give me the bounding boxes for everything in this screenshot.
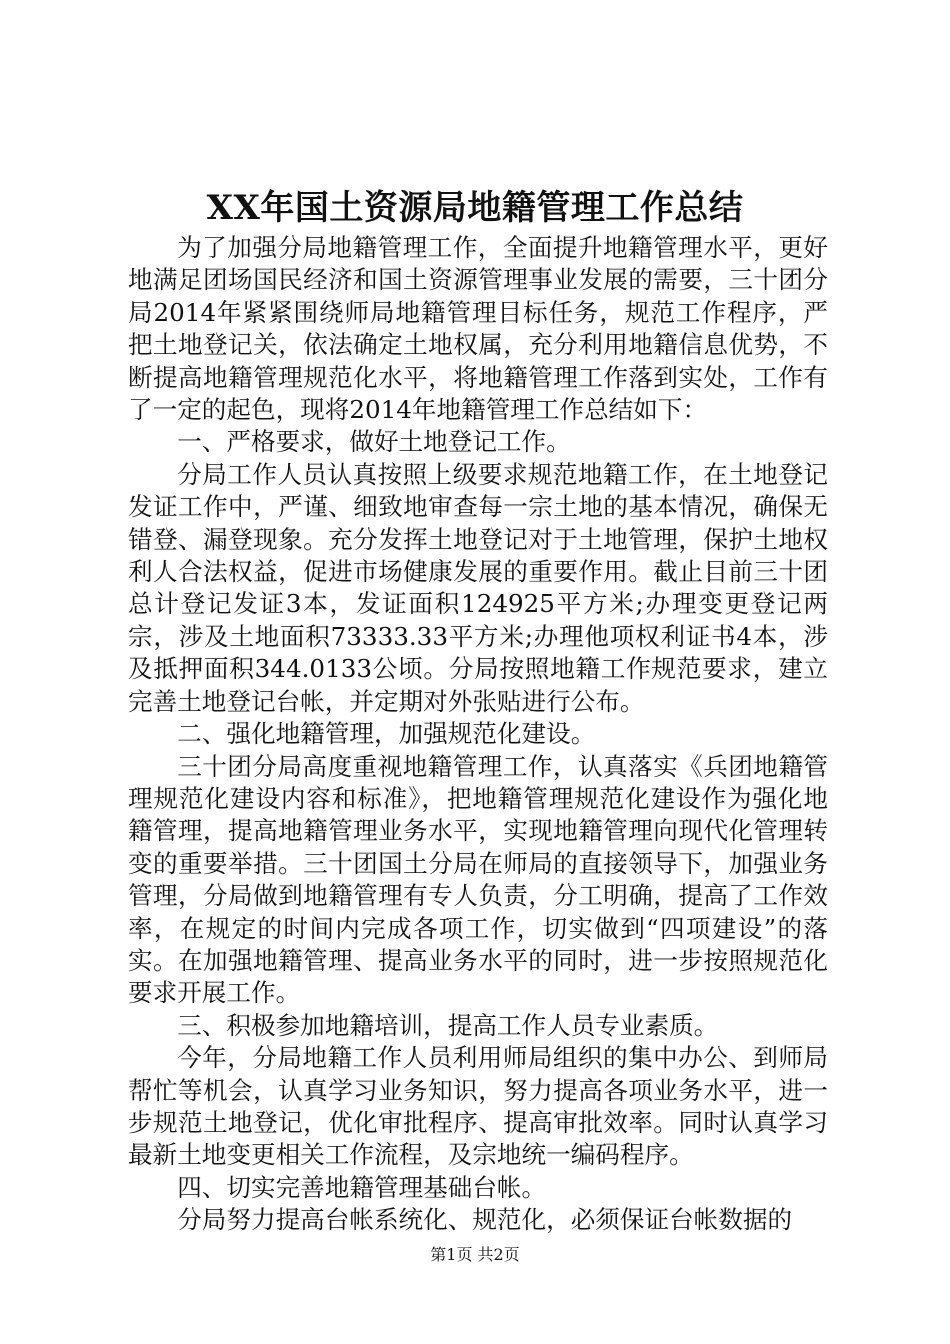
document-title: XX年国土资源局地籍管理工作总结 — [206, 188, 744, 228]
heading-section-1: 一、严格要求，做好土地登记工作。 — [177, 427, 571, 457]
paragraph-section-1: 分局工作人员认真按照上级要求规范地籍工作，在土地登记发证工作中，严谨、细致地审查每一宗土地的基本情况，确保无错登、漏登现象。充分发挥土地登记对于土地管理，保护土地权利人合法权益，促进市场健康发展的重要作用。截止目前三十团总计登记发证3本，发证面积124925平方米;办理变更登记两宗，涉及土地面积73333.33平方米;办理他项权利证书4本，涉及抵押面积344.0133公顷。分局按照地籍工作规范要求，建立完善土地登记台帐，并定期对外张贴进行公布。 — [128, 459, 828, 716]
document-body — [128, 232, 828, 1237]
paragraph-section-2: 三十团分局高度重视地籍管理工作，认真落实《兵团地籍管理规范化建设内容和标准》，把地籍管理规范化建设作为强化地籍管理，提高地籍管理业务水平，实现地籍管理向现代化管理转变的重要举措。三十团国土分局在师局的直接领导下，加强业务管理，分局做到地籍管理有专人负责，分工明确，提高了工作效率，在规定的时间内完成各项工作，切实做到“四项建设”的落实。在加强地籍管理、提高业务水平的同时，进一步按照规范化要求开展工作。 — [128, 751, 828, 1008]
paragraph-intro: 为了加强分局地籍管理工作，全面提升地籍管理水平，更好地满足团场国民经济和国土资源管理事业发展的需要，三十团分局2014年紧紧围绕师局地籍管理目标任务，规范工作程序，严把土地登记关，依法确定土地权属，充分利用地籍信息优势，不断提高地籍管理规范化水平，将地籍管理工作落到实处，工作有了一定的起色，现将2014年地籍管理工作总结如下： — [128, 233, 828, 425]
page-number-footer: 第1页 共2页 — [430, 1245, 520, 1264]
paragraph-section-4: 分局努力提高台帐系统化、规范化，必须保证台帐数据的 — [177, 1205, 793, 1235]
heading-section-3: 三、积极参加地籍培训，提高工作人员专业素质。 — [177, 1010, 719, 1040]
heading-section-4: 四、切实完善地籍管理基础台帐。 — [177, 1172, 547, 1202]
heading-section-2: 二、强化地籍管理，加强规范化建设。 — [177, 719, 596, 749]
paragraph-section-3: 今年，分局地籍工作人员利用师局组织的集中办公、到师局帮忙等机会，认真学习业务知识，努力提高各项业务水平，进一步规范土地登记，优化审批程序、提高审批效率。同时认真学习最新土地变更相关工作流程，及宗地统一编码程序。 — [128, 1043, 828, 1170]
